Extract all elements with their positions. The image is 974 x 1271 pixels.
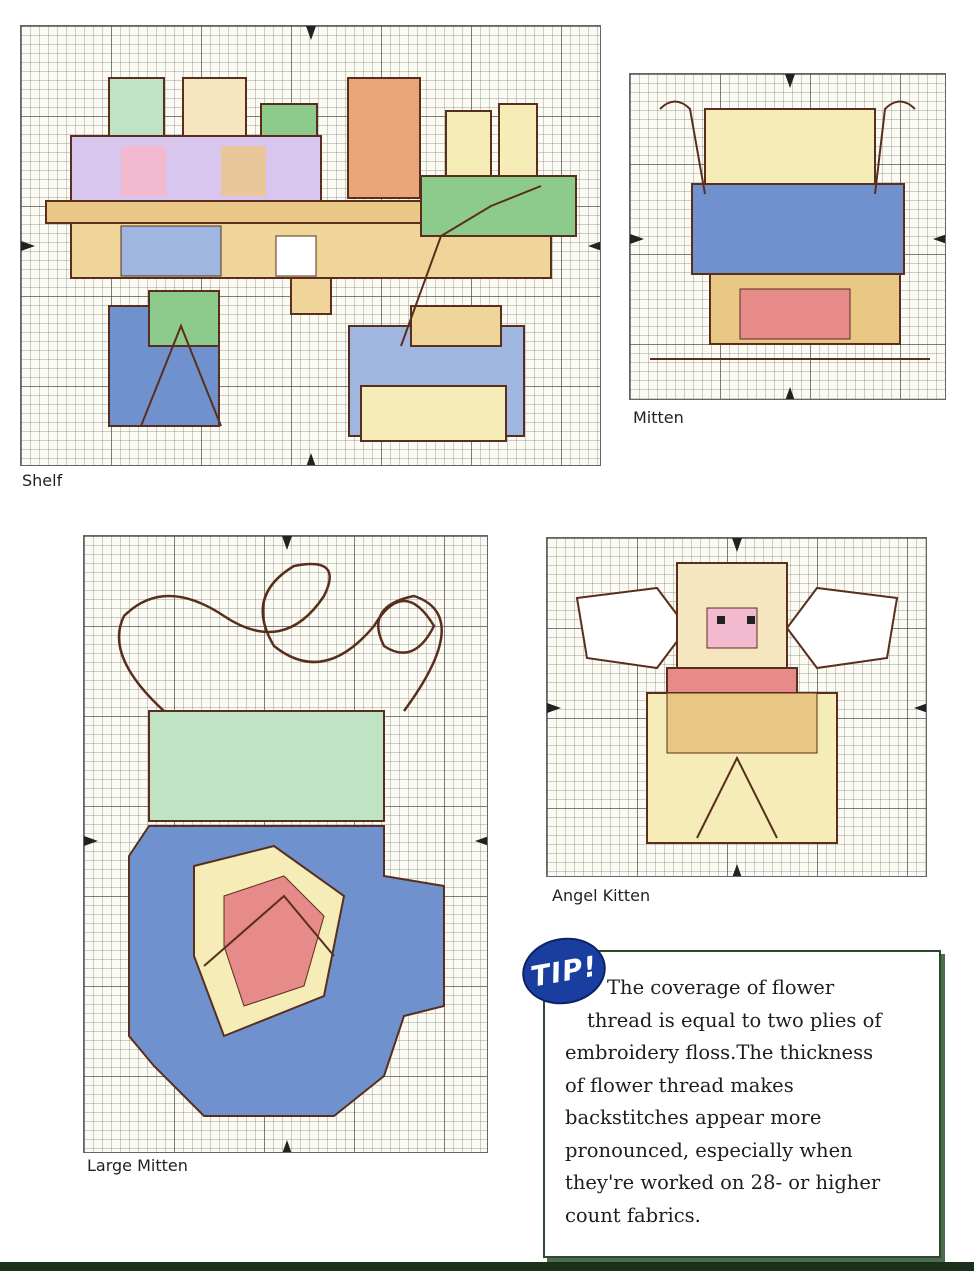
tip-line: backstitches appear more (565, 1106, 822, 1129)
large-mitten-caption: Large Mitten (87, 1156, 188, 1175)
tip-text (565, 972, 925, 1232)
tip-line: embroidery floss.The thickness (565, 1041, 874, 1064)
angel-kitten-caption: Angel Kitten (552, 886, 651, 905)
shelf-chart (20, 25, 601, 466)
shelf-caption: Shelf (22, 471, 63, 490)
angel-kitten-chart (546, 537, 927, 877)
mitten-motif (630, 74, 946, 400)
tip-line: they're worked on 28- or higher (565, 1171, 881, 1194)
tip-line: of flower thread makes (565, 1073, 794, 1097)
large-mitten-motif (84, 536, 488, 1153)
mitten-caption: Mitten (633, 408, 684, 427)
tip-line: count fabrics. (565, 1203, 701, 1227)
page-bottom-bar (0, 1262, 974, 1271)
large-mitten-chart (83, 535, 488, 1153)
mitten-chart (629, 73, 946, 400)
tip-line: The coverage of flower (607, 976, 835, 999)
angel-kitten-motif (547, 538, 927, 877)
shelf-motif (21, 26, 601, 466)
tip-badge-label: TIP! (528, 948, 600, 994)
tip-box (543, 950, 941, 1258)
tip-line: thread is equal to two plies of (587, 1008, 882, 1032)
tip-line: pronounced, especially when (565, 1138, 853, 1162)
